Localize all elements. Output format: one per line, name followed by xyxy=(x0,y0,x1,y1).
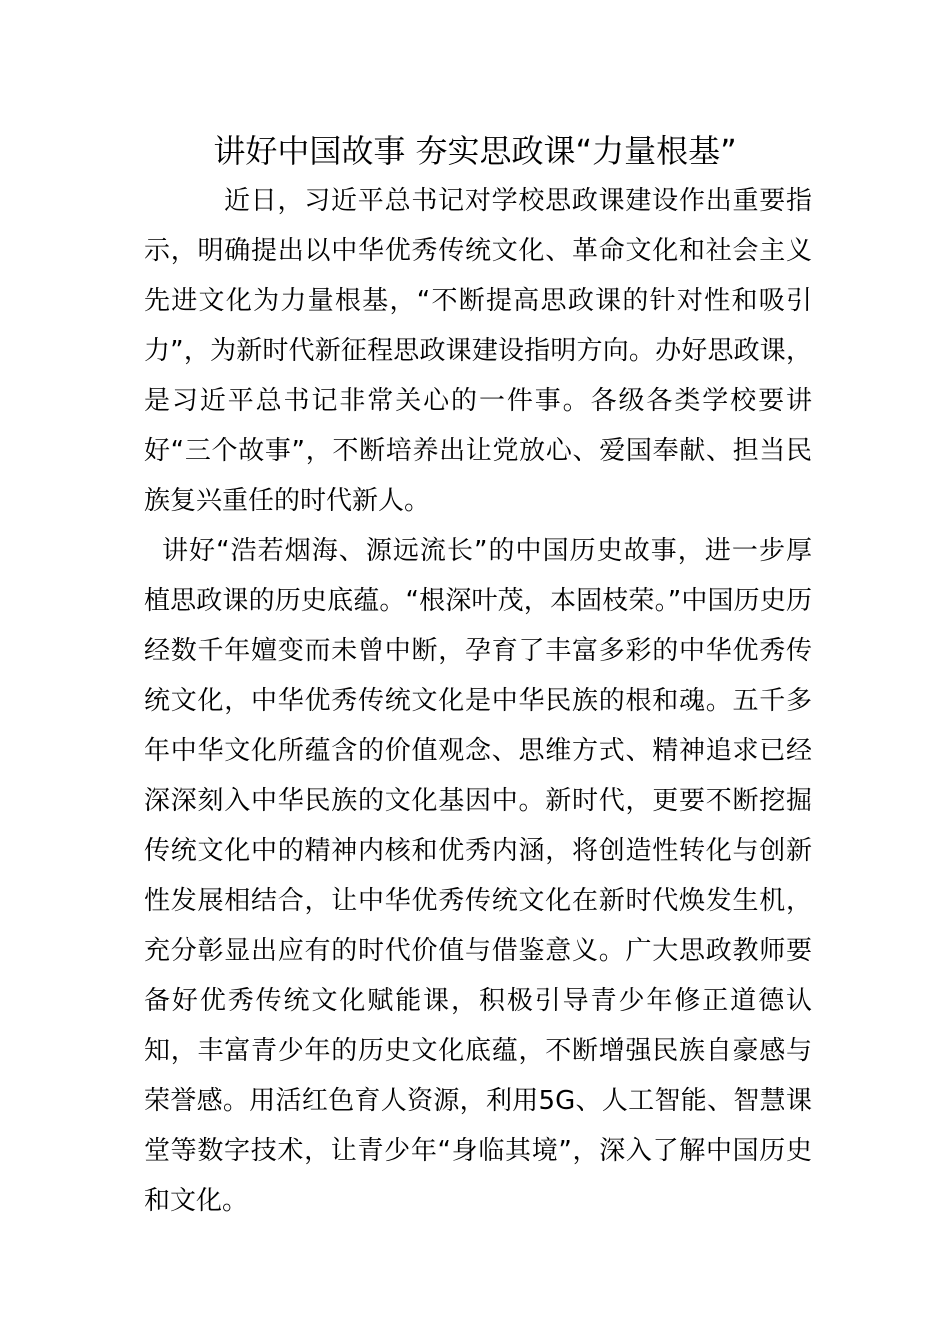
document-title: 讲好中国故事 夯实思政课“力量根基” xyxy=(213,132,737,170)
paragraph-1: 近日，习近平总书记对学校思政课建设作出重要指示，明确提出以中华优秀传统文化、革命文化和社会主义先进文化为力量根基，“不断提高思政课的针对性和吸引力”，为新时代新征程思政课建设指明方向。办好思政课，是习近平总书记非常关心的一件事。各级各类学校要讲好“三个故事”，不断培养出让党放心、爱国奉献、担当民族复兴重任的时代新人。 xyxy=(144,186,812,516)
paragraph-2: 讲好“浩若烟海、源远流长”的中国历史故事，进一步厚植思政课的历史底蕴。“根深叶茂，本固枝荣。”中国历史历经数千年嬗变而未曾中断，孕育了丰富多彩的中华优秀传统文化，中华优秀传统文化是中华民族的根和魂。五千多年中华文化所蕴含的价值观念、思维方式、精神追求已经深深刻入中华民族的文化基因中。新时代，更要不断挖掘传统文化中的精神内核和优秀内涵，将创造性转化与创新性发展相结合，让中华优秀传统文化在新时代焕发生机，充分彰显出应有的时代价值与借鉴意义。广大思政教师要备好优秀传统文化赋能课，积极引导青少年修正道德认知，丰富青少年的历史文化底蕴，不断增强民族自豪感与荣誉感。用活红色育人资源，利用5G、人工智能、智慧课堂等数字技术，让青少年“身临其境”，深入了解中国历史和文化。 xyxy=(144,536,812,1216)
document-body xyxy=(144,176,812,1226)
